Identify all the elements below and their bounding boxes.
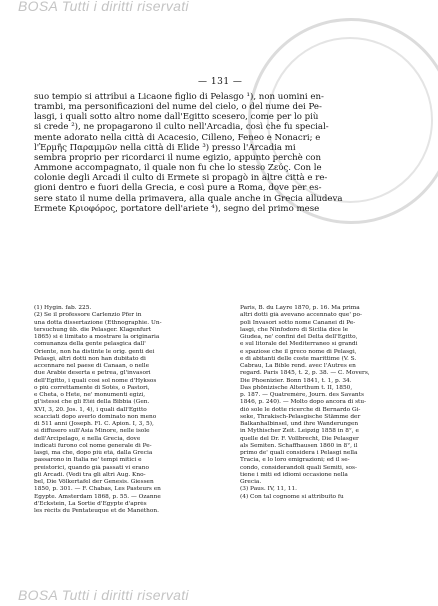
footnote-line: XVI, 3, 20. Jos. 1, 4), i quali dall'Egitto [34, 406, 147, 413]
footnote-line: e di abitanti delle coste marittime (V. S. [240, 355, 357, 362]
footnote-line: (1) Hygin. fab. 225. [34, 305, 92, 311]
body-line: Ermete Κριοφόρος, portatore dell'ariete ⁴), segno del primo mese [34, 203, 320, 214]
footnotes-left-column [34, 305, 215, 515]
footnote-line: lasgi, che Ninfodoro di Sicilia dice le [240, 326, 349, 333]
page-number: — 131 — [198, 77, 243, 87]
footnote-line: Égypte. Amsterdam 1868, p. 55. — Ozanne [34, 493, 161, 500]
footnote-line: seke, Thrakisch-Pelasgische Stämme der [240, 413, 361, 420]
footnote-line: Pelasgi, altri dotti non han dubitato di [34, 355, 146, 362]
footnote-line: 1846, p. 240). — Molto dopo ancora di stu- [240, 399, 367, 406]
footnote-line: o più correttamente di Sotés, o Pastori, [34, 384, 150, 391]
footnote-line: 1865) si è limitato a mostrare la originaria [34, 334, 160, 340]
footnote-line: (2) Se il professore Carlenzio Pfer in [34, 312, 142, 319]
footnote-line: preistorici, quando già passati vi erano [34, 464, 149, 471]
footnote-line: Das phönizische Alterthum t. II, 1850, [240, 384, 353, 391]
footnote-line: in Mythischer Zeit. Leipzig 1858 in 8°, e [240, 428, 359, 435]
footnote-line: regard. Paris 1845, t. 2, p. 38. — C. Movers, [240, 370, 370, 377]
footnote-line: 1850, p. 301. — F. Chabas, Les Pasteurs en [34, 486, 161, 493]
footnote-line: bel, Die Völkertafel der Genesis. Giessen [34, 479, 154, 485]
footnote-line: (3) Paus. IV, 11, 11. [240, 486, 297, 493]
body-line: trambi, ma personificazioni del nume del cielo, o del nume dei Pe- [34, 102, 322, 113]
footnote-line: comunanza della gente pelasgica dall' [34, 341, 146, 348]
body-line: colonie degli Arcadi il culto di Ermete si propagò in altre città e re- [34, 173, 328, 184]
footnote-line: e sul litorale del Mediterraneo sì grandi [240, 341, 358, 348]
footnote-line: p. 187. — Quatremère, Journ. des Savants [240, 392, 364, 398]
footnote-line: gl'istessi che gli Etèi della Bibbia (Gen. [34, 399, 150, 406]
footnote-line: passarono in Italia ne' tempi mitici e [34, 457, 142, 464]
footnote-line: poli Invasori sotto nome Cananei di Pe- [240, 319, 356, 326]
footnote-line: als Semiten. Schaffhausen 1860 in 8°, il [240, 442, 358, 449]
body-line: l'Ἑρμῆς Παραμμῶν nella città di Elide ³) presso l'Arcadia mi [34, 142, 296, 153]
footnote-line: primo de' quali considera i Pelasgi nella [240, 450, 358, 456]
body-line: mente adorato nella città di Acacesio, Cilleno, Feneo e Nonacri; e [34, 132, 321, 143]
footnote-line: lasgi, ma che, dopo più età, dalla Grecia [34, 450, 153, 456]
watermark-bottom: BOSA Tutti i diritti riservati [18, 587, 189, 603]
footnote-line: tersuchung üb. die Pelasger. Klagenfurt [34, 326, 152, 333]
footnote-line: diò sole le dotte ricerche di Bernardo Gi- [240, 406, 361, 413]
footnote-line: indicati furono col nome generale di Pe- [34, 442, 152, 449]
footnotes-right-column [240, 305, 421, 501]
footnote-line: quelle del Dr. F. Vollbrecht, Die Pelasger [240, 435, 359, 442]
footnote-line: accennare nel paese di Canaan, o nelle [34, 363, 150, 369]
footnote-line: condo, considerandoli quali Semiti, sos- [240, 464, 357, 471]
footnote-line: Paris, B. du Layre 1870, p. 16. Ma prima [240, 305, 360, 311]
footnote-line: d'Eckstein, La Sortie d'Égypte d'après [34, 500, 147, 507]
footnote-line: Cabrau, La Bible rend. avec l'Autres en [240, 363, 356, 369]
main-body-text [34, 92, 419, 214]
footnote-line: gli Arcadi. (Vedi tra gli altri Aug. Kno- [34, 471, 146, 478]
body-line: Ammone accompagnato, il quale non fu che lo stesso Ζεύς. Con le [34, 163, 322, 174]
footnote-line: una dotta dissertazione (Ethnographie. Un- [34, 319, 162, 326]
footnote-line: Giudea, ne' confini del Delta dell'Egitto, [240, 334, 358, 340]
body-line: si crede ²), ne propagarono il culto nell'Arcadia, così che fu special- [34, 122, 329, 133]
body-line: sembra proprio per ricordarci il nume egizio, appunto perchè con [34, 152, 322, 163]
footnote-line: due Arabie deserta e petrea, gl'invasori [34, 370, 151, 377]
footnote-line: e spaziose che il greco nome di Pelasgi, [240, 348, 357, 355]
footnote-line: altri dotti già avevano accennato que' po- [240, 312, 362, 319]
body-line: gioni dentro e fuori della Grecia, e così pure a Roma, dove per es- [34, 183, 322, 194]
body-line: suo tempio si attribui a Licaone figlio di Pelasgo ¹), non uomini en- [34, 92, 324, 102]
footnote-line: tiene i miti ed idiomi occasione nella [240, 471, 348, 478]
footnote-line: Oriente, non ha distinte le orig. genti dei [34, 348, 155, 355]
footnote-line: di 511 anni (Joseph. Fl. C. Apion. I, 3, 5), [34, 421, 154, 427]
footnote-line: si diffusero sull'Asia Minore, nelle isole [34, 428, 150, 435]
footnote-line: (4) Con tal cognome si attribuito fu [240, 493, 344, 500]
body-line: lasgi, i quali sotto altro nome dall'Egitto scesero, come per lo più [34, 112, 319, 123]
watermark-top: BOSA Tutti i diritti riservati [18, 0, 189, 14]
footnote-line: Grecia. [240, 479, 262, 485]
footnote-line: Balkanhalbinsel, und ihre Wanderungen [240, 421, 359, 427]
footnote-line: Tracia, e lo loro emigrazioni; ed il se- [240, 457, 350, 464]
footnote-line: Die Phoenizier. Bonn 1841, t. 1, p. 34. [240, 377, 352, 384]
body-line: sere stato il nume della primavera, alla quale anche in Grecia alludeva [34, 193, 343, 204]
footnote-line: dell'Egitto, i quali così sol nome d'Hyksos [34, 377, 157, 384]
footnote-line: e Cheta, o Hete, ne' monumenti egizi, [34, 392, 146, 398]
footnote-line: scacciati dopo averlo dominato non meno [34, 413, 157, 420]
footnote-line: les récits du Pentateuque et de Manéthon. [34, 508, 159, 514]
footnote-line: dell'Arcipelago, e nella Grecia, dove [34, 435, 141, 442]
